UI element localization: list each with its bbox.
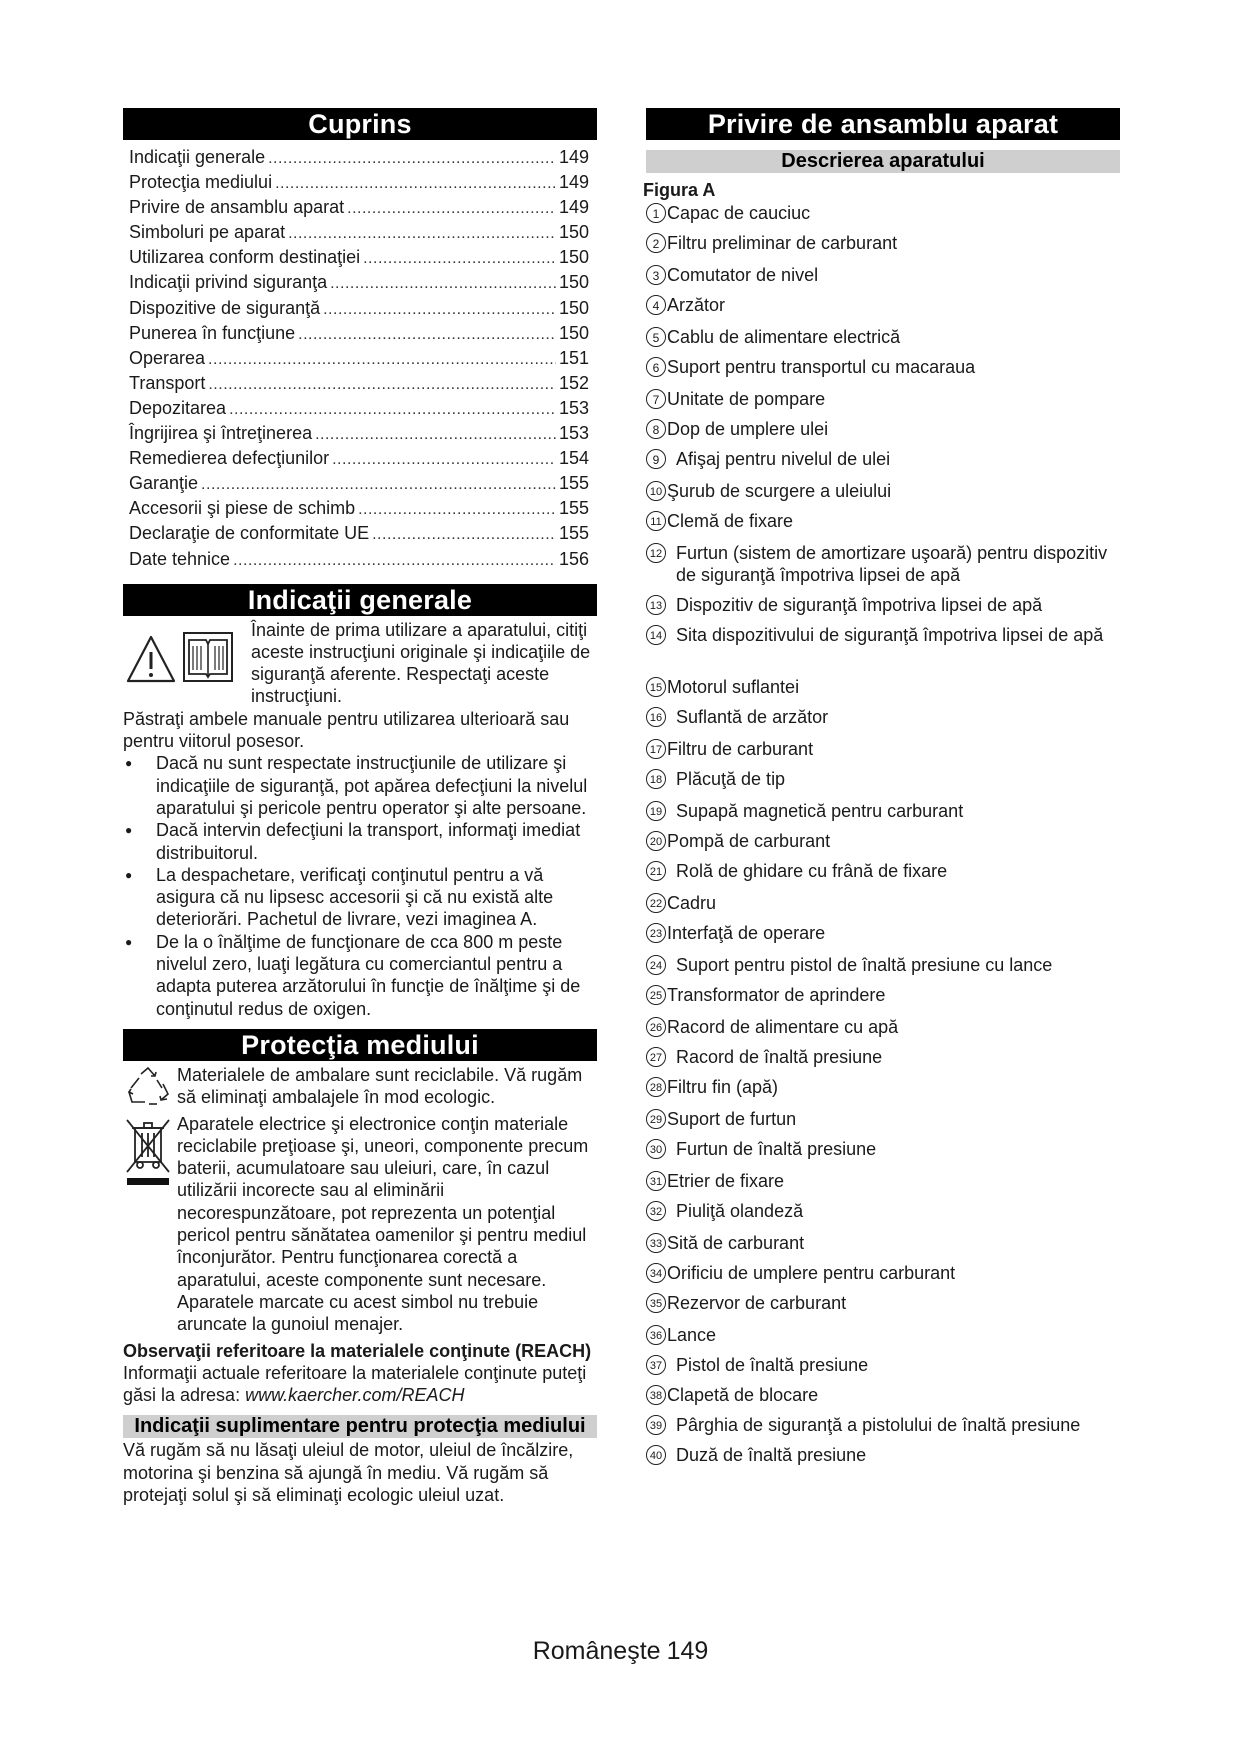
bullet-text: Dacă intervin defecţiuni la transport, informaţi imediat distribuitorul. — [156, 820, 581, 863]
crossed-bin-icon — [123, 1114, 173, 1200]
part-item — [646, 1138, 1120, 1160]
general-bullet-list — [123, 752, 597, 1020]
toc-entry[interactable] — [129, 321, 589, 346]
part-number-badge: 28 — [646, 1077, 666, 1097]
part-label: Supapă magnetică pentru carburant — [676, 801, 964, 821]
part-label: Piuliţă olandeză — [676, 1201, 804, 1221]
part-label: Capac de cauciuc — [667, 203, 811, 223]
part-label: Sita dispozitivului de siguranţă împotriva lipsei de apă — [676, 625, 1104, 645]
toc-entry-title: Transport — [129, 372, 206, 393]
toc-entry-page: 155 — [558, 473, 589, 494]
part-item — [646, 954, 1120, 976]
part-number-badge: 38 — [646, 1385, 666, 1405]
part-label: Etrier de fixare — [667, 1171, 785, 1191]
bullet-dot-icon: ● — [125, 934, 133, 949]
toc-entry-page: 153 — [558, 397, 589, 418]
part-item — [646, 1170, 1120, 1192]
part-label: Suport de furtun — [667, 1109, 797, 1129]
bullet-dot-icon: ● — [125, 867, 133, 882]
toc-leader-dots — [233, 548, 556, 573]
part-label: Clapetă de blocare — [667, 1385, 819, 1405]
environment-block — [123, 1064, 597, 1336]
toc-leader-dots — [323, 297, 556, 322]
part-label: Suport pentru transportul cu macaraua — [667, 357, 976, 377]
part-label: Arzător — [667, 295, 726, 315]
parts-list — [646, 202, 1120, 1622]
toc-entry[interactable] — [129, 496, 589, 521]
part-label: Interfaţă de operare — [667, 923, 826, 943]
part-number-badge: 22 — [646, 893, 666, 913]
toc-entry[interactable] — [129, 270, 589, 295]
bullet-item — [123, 752, 597, 819]
part-item — [646, 202, 1120, 224]
part-label: Filtru de carburant — [667, 739, 814, 759]
part-item — [646, 1292, 1120, 1314]
part-number-badge: 25 — [646, 985, 666, 1005]
bullet-dot-icon: ● — [125, 756, 133, 771]
bullet-text: De la o înălţime de funcţionare de cca 800 m peste nivelul zero, luaţi legătura cu comerciantul pentru a adapta puterea arzătorului în funcţie de înălţime şi de conţinutul redus de oxigen. — [156, 931, 581, 1019]
figure-label: Figura A — [643, 180, 716, 200]
toc-leader-dots — [268, 146, 556, 171]
part-label: Sită de carburant — [667, 1233, 805, 1253]
toc-entry-page: 149 — [558, 197, 589, 218]
part-item — [646, 448, 1120, 470]
general-keep-text: Păstraţi ambele manuale pentru utilizarea ulterioară sau pentru viitorul posesor. — [123, 708, 570, 752]
toc-leader-dots — [332, 447, 556, 472]
reach-text — [123, 1362, 597, 1407]
part-label: Furtun de înaltă presiune — [676, 1139, 877, 1159]
part-item — [646, 676, 1120, 698]
part-item — [646, 922, 1120, 944]
part-item — [646, 356, 1120, 378]
part-label: Duză de înaltă presiune — [676, 1445, 867, 1465]
toc-entry[interactable] — [129, 421, 589, 446]
part-label: Cablu de alimentare electrică — [667, 327, 901, 347]
part-number-badge: 13 — [646, 595, 666, 615]
toc-entry[interactable] — [129, 446, 589, 471]
part-item — [646, 542, 1120, 586]
toc-entry-page: 150 — [558, 322, 589, 343]
part-number-badge: 12 — [646, 543, 666, 563]
part-item — [646, 1200, 1120, 1222]
bullet-text: Dacă nu sunt respectate instrucţiunile de utilizare şi indicaţiile de siguranţă, pot apărea defecţiuni la nivelul aparatului şi pericole pentru operator şi alte persoane. — [156, 753, 588, 818]
part-number-badge: 7 — [646, 389, 666, 409]
recycle-icon — [123, 1066, 173, 1110]
toc-entry[interactable] — [129, 371, 589, 396]
toc-entry-title: Îngrijirea şi întreţinerea — [129, 423, 313, 444]
part-item — [646, 1414, 1120, 1436]
description-subheading: Descrierea aparatului — [646, 150, 1120, 173]
toc-entry[interactable] — [129, 471, 589, 496]
part-label: Cadru — [667, 893, 717, 913]
part-label: Plăcuţă de tip — [676, 769, 786, 789]
toc-entry-page: 149 — [558, 172, 589, 193]
part-number-badge: 29 — [646, 1109, 666, 1129]
toc-entry[interactable] — [129, 245, 589, 270]
toc-entry[interactable] — [129, 396, 589, 421]
manual-book-icon — [180, 619, 238, 689]
part-item — [646, 1108, 1120, 1130]
part-label: Şurub de scurgere a uleiului — [667, 481, 892, 501]
toc-entry-title: Garanţie — [129, 473, 199, 494]
part-number-badge: 26 — [646, 1017, 666, 1037]
overview-heading: Privire de ansamblu aparat — [646, 108, 1120, 140]
toc-leader-dots — [330, 271, 556, 296]
part-number-badge: 24 — [646, 955, 666, 975]
part-label: Filtru preliminar de carburant — [667, 233, 898, 253]
part-item — [646, 480, 1120, 502]
toc-entry-page: 150 — [558, 297, 589, 318]
toc-entry-title: Indicaţii generale — [129, 147, 266, 167]
part-number-badge: 35 — [646, 1293, 666, 1313]
toc-leader-dots — [315, 422, 556, 447]
toc-entry-page: 154 — [558, 448, 589, 469]
toc-entry-title: Remedierea defecţiunilor — [129, 448, 330, 469]
toc-entry-title: Protecţia mediului — [129, 172, 273, 193]
toc-entry-title: Indicaţii privind siguranţa — [129, 272, 328, 293]
part-number-badge: 33 — [646, 1233, 666, 1253]
part-label: Rezervor de carburant — [667, 1293, 847, 1313]
part-number-badge: 16 — [646, 707, 666, 727]
toc-entry-title: Accesorii şi piese de schimb — [129, 498, 356, 519]
part-item — [646, 738, 1120, 760]
part-label: Suflantă de arzător — [676, 707, 829, 727]
part-item — [646, 1444, 1120, 1466]
part-item — [646, 892, 1120, 914]
bullet-text: La despachetare, verificaţi conţinutul pentru a vă asigura că nu lipsesc accesorii şi că nu există alte deteriorări. Pachetul de livrare, vezi imaginea A. — [156, 864, 554, 930]
toc-entry-page: 151 — [558, 347, 589, 368]
part-number-badge: 40 — [646, 1445, 666, 1465]
part-label: Dispozitiv de siguranţă împotriva lipsei de apă — [676, 595, 1043, 615]
part-number-badge: 10 — [646, 481, 666, 501]
toc-entry-page: 152 — [558, 372, 589, 393]
environment-heading: Protecţia mediului — [123, 1029, 597, 1061]
footer-language: Româneşte — [532, 1637, 661, 1665]
toc-entry-title: Operarea — [129, 347, 206, 368]
general-intro-text: Înainte de prima utilizare a aparatului, citiţi aceste instrucţiuni originale şi indicaţiile de siguranţă aferente. Respectaţi aceste instrucţiuni. — [251, 619, 591, 707]
reach-link[interactable]: www.kaercher.com/REACH — [245, 1385, 465, 1406]
part-label: Comutator de nivel — [667, 265, 819, 285]
part-number-badge: 6 — [646, 357, 666, 377]
toc-entry[interactable] — [129, 195, 589, 220]
part-item — [646, 418, 1120, 440]
part-label: Racord de alimentare cu apă — [667, 1017, 899, 1037]
toc-entry-title: Simboluri pe aparat — [129, 222, 286, 243]
toc-entry[interactable] — [129, 220, 589, 245]
bullet-dot-icon: ● — [125, 823, 133, 838]
part-number-badge: 37 — [646, 1355, 666, 1375]
part-number-badge: 30 — [646, 1139, 666, 1159]
part-number-badge: 2 — [646, 233, 666, 253]
toc-entry[interactable] — [129, 170, 589, 195]
part-label: Motorul suflantei — [667, 677, 800, 697]
part-item — [646, 706, 1120, 728]
toc-entry-title: Utilizarea conform destinaţiei — [129, 247, 361, 268]
part-item — [646, 594, 1120, 616]
part-number-badge: 34 — [646, 1263, 666, 1283]
toc-entry[interactable] — [129, 547, 589, 572]
part-label: Furtun (sistem de amortizare uşoară) pentru dispozitiv de siguranţă împotriva lipsei de apă — [676, 543, 1108, 585]
toc-entry-page: 150 — [558, 222, 589, 243]
part-number-badge: 19 — [646, 801, 666, 821]
part-item — [646, 1262, 1120, 1284]
part-label: Transformator de aprindere — [667, 985, 886, 1005]
toc-entry-page: 156 — [558, 548, 589, 569]
toc-leader-dots — [372, 522, 556, 547]
part-item — [646, 1324, 1120, 1346]
part-number-badge: 31 — [646, 1171, 666, 1191]
part-number-badge: 20 — [646, 831, 666, 851]
toc-leader-dots — [201, 472, 556, 497]
part-number-badge: 15 — [646, 677, 666, 697]
part-number-badge: 5 — [646, 327, 666, 347]
toc-entry-page: 153 — [558, 423, 589, 444]
part-label: Dop de umplere ulei — [667, 419, 829, 439]
part-label: Pistol de înaltă presiune — [676, 1355, 869, 1375]
right-column — [643, 108, 1120, 1622]
toc-entry-page: 155 — [558, 523, 589, 544]
part-label: Clemă de fixare — [667, 511, 794, 531]
part-number-badge: 8 — [646, 419, 666, 439]
table-of-contents — [123, 145, 597, 572]
toc-leader-dots — [363, 246, 556, 271]
left-column — [123, 108, 597, 1506]
toc-entry-title: Depozitarea — [129, 397, 227, 418]
part-number-badge: 1 — [646, 203, 666, 223]
general-heading: Indicaţii generale — [123, 584, 597, 616]
toc-entry-title: Dispozitive de siguranţă — [129, 297, 321, 318]
part-item — [646, 1046, 1120, 1068]
part-label: Lance — [667, 1325, 717, 1345]
part-item — [646, 326, 1120, 348]
env-weee-text: Aparatele electrice şi electronice conţin materiale reciclabile preţioase şi, uneori, componente precum baterii, acumulatoare sau uleiuri, care, în cazul utilizării incorecte sau al eliminării necorespunzătoare, pot reprezenta un potenţial pericol pentru sănătatea oamenilor şi pentru mediul înconjurător. Pentru funcţionarea corectă a aparatului, aceste componente sunt necesare. Aparatele marcate cu acest simbol nu trebuie aruncate la gunoiul menajer. — [177, 1113, 589, 1335]
bullet-item — [123, 864, 597, 931]
part-item — [646, 1016, 1120, 1038]
part-number-badge: 32 — [646, 1201, 666, 1221]
warning-triangle-icon — [125, 619, 180, 689]
part-item — [646, 830, 1120, 852]
toc-leader-dots — [347, 196, 556, 221]
part-number-badge: 23 — [646, 923, 666, 943]
toc-entry[interactable] — [129, 346, 589, 371]
toc-heading: Cuprins — [123, 108, 597, 140]
toc-entry-page: 150 — [558, 272, 589, 293]
part-item — [646, 232, 1120, 254]
part-item — [646, 860, 1120, 882]
part-item — [646, 768, 1120, 790]
toc-leader-dots — [288, 221, 556, 246]
part-label: Suport pentru pistol de înaltă presiune cu lance — [676, 955, 1053, 975]
toc-leader-dots — [208, 347, 556, 372]
toc-entry-title: Declaraţie de conformitate UE — [129, 523, 370, 544]
toc-entry-page: 149 — [558, 147, 589, 167]
part-item — [646, 294, 1120, 316]
toc-leader-dots — [358, 497, 556, 522]
part-label: Unitate de pompare — [667, 389, 826, 409]
part-item — [646, 984, 1120, 1006]
part-number-badge: 39 — [646, 1415, 666, 1435]
part-item — [646, 264, 1120, 286]
toc-leader-dots — [298, 322, 556, 347]
part-label: Orificiu de umplere pentru carburant — [667, 1263, 956, 1283]
part-number-badge: 17 — [646, 739, 666, 759]
part-number-badge: 11 — [646, 511, 666, 531]
part-item — [646, 1354, 1120, 1376]
part-label: Afişaj pentru nivelul de ulei — [676, 449, 891, 469]
part-number-badge: 36 — [646, 1325, 666, 1345]
part-item — [646, 1076, 1120, 1098]
extra-env-text: Vă rugăm să nu lăsaţi uleiul de motor, uleiul de încălzire, motorina şi benzina să ajungă în mediu. Vă rugăm să protejaţi solul şi să eliminaţi ecologic uleiul uzat. — [123, 1440, 574, 1505]
toc-entry-title: Punerea în funcţiune — [129, 322, 296, 343]
part-item — [646, 1384, 1120, 1406]
reach-text-body: Informaţii actuale referitoare la materialele conţinute puteţi găsi la adresa: — [123, 1362, 587, 1406]
footer-page-number: 149 — [666, 1637, 709, 1665]
part-number-badge: 14 — [646, 625, 666, 645]
part-number-badge: 27 — [646, 1047, 666, 1067]
part-number-badge: 4 — [646, 295, 666, 315]
extra-env-heading: Indicaţii suplimentare pentru protecţia mediului — [123, 1415, 597, 1438]
part-item — [646, 624, 1120, 646]
env-recycle-text: Materialele de ambalare sunt reciclabile. Vă rugăm să eliminaţi ambalajele în mod ecologic. — [177, 1064, 583, 1108]
page-footer — [0, 1637, 1241, 1666]
part-number-badge: 3 — [646, 265, 666, 285]
toc-leader-dots — [275, 171, 556, 196]
toc-entry[interactable] — [129, 296, 589, 321]
toc-leader-dots — [208, 372, 556, 397]
toc-leader-dots — [229, 397, 556, 422]
part-number-badge: 9 — [646, 449, 666, 469]
toc-entry-title: Privire de ansamblu aparat — [129, 197, 345, 218]
bullet-item — [123, 931, 597, 1020]
part-item — [646, 1232, 1120, 1254]
part-item — [646, 510, 1120, 532]
part-item — [646, 388, 1120, 410]
part-item — [646, 800, 1120, 822]
part-label: Racord de înaltă presiune — [676, 1047, 883, 1067]
reach-title: Observaţii referitoare la materialele conţinute (REACH) — [123, 1340, 592, 1361]
toc-entry-title: Date tehnice — [129, 548, 231, 569]
toc-entry[interactable] — [129, 145, 589, 170]
toc-entry-page: 155 — [558, 498, 589, 519]
part-number-badge: 18 — [646, 769, 666, 789]
toc-entry[interactable] — [129, 521, 589, 546]
bullet-item — [123, 819, 597, 864]
part-label: Rolă de ghidare cu frână de fixare — [676, 861, 948, 881]
part-number-badge: 21 — [646, 861, 666, 881]
part-label: Pârghia de siguranţă a pistolului de înaltă presiune — [676, 1415, 1081, 1435]
toc-entry-page: 150 — [558, 247, 589, 268]
part-label: Filtru fin (apă) — [667, 1077, 779, 1097]
part-label: Pompă de carburant — [667, 831, 831, 851]
